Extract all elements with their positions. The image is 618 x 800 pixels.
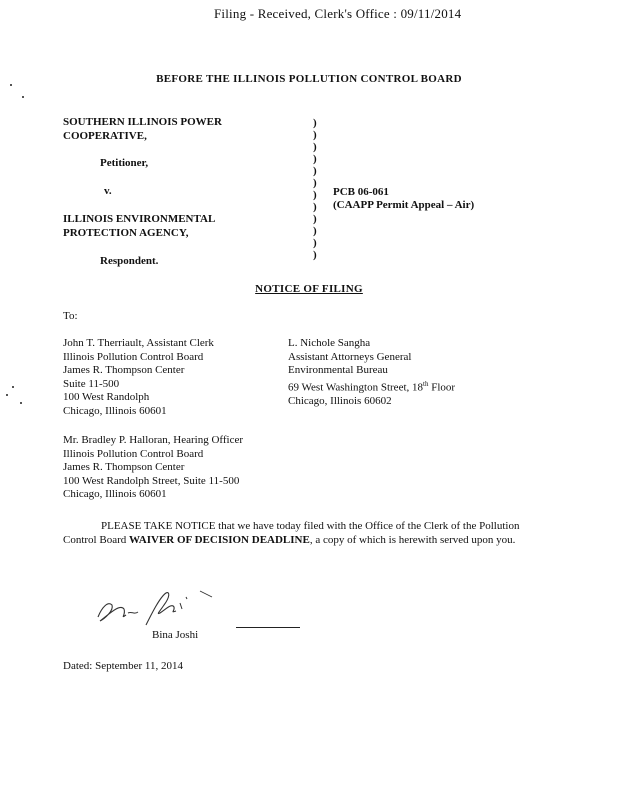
handwritten-signature: [90, 585, 220, 630]
address-line: Environmental Bureau: [288, 364, 388, 376]
respondent-name-line1: ILLINOIS ENVIRONMENTAL: [63, 213, 216, 225]
street-text: 69 West Washington Street, 18: [288, 381, 424, 394]
address-line: [288, 378, 455, 395]
address-line: Illinois Pollution Control Board: [63, 350, 204, 363]
dated-line: Dated: September 11, 2014: [63, 660, 183, 672]
paren: ): [313, 237, 317, 249]
paren: ): [313, 165, 317, 177]
floor-text: Floor: [428, 381, 456, 394]
address-line: Mr. Bradley P. Halloran, Hearing Officer: [63, 434, 244, 446]
paren: ): [313, 201, 317, 213]
paren: ): [313, 189, 317, 201]
paren: ): [313, 177, 317, 189]
attorney-address: [288, 337, 455, 408]
paren: ): [313, 225, 317, 237]
address-line: Chicago, Illinois 60601: [63, 488, 167, 500]
hearing-officer-address: [63, 434, 243, 502]
body-text-1: PLEASE TAKE NOTICE that we have today filed with the Office of the Clerk of the Pollution Control Board: [63, 520, 520, 546]
signature-line: [236, 627, 300, 628]
versus-label: v.: [104, 185, 112, 197]
to-label: To:: [63, 310, 78, 322]
address-line: James R. Thompson Center: [63, 364, 185, 376]
paren: ): [313, 141, 317, 153]
address-line: Suite 11-500: [63, 377, 120, 390]
address-line: James R. Thompson Center: [63, 461, 185, 473]
address-line: L. Nichole Sangha: [288, 337, 371, 349]
scan-speck: [12, 386, 14, 388]
address-line: 100 West Randolph Street, Suite 11-500: [63, 474, 240, 487]
scan-speck: [20, 402, 22, 404]
ordinal-suffix: th: [423, 379, 429, 388]
signer-name: Bina Joshi: [152, 629, 199, 641]
case-number: PCB 06-061: [333, 186, 389, 198]
notice-body: [63, 519, 533, 547]
respondent-name-line2: PROTECTION AGENCY,: [63, 227, 189, 239]
case-info: [333, 186, 474, 212]
paren: ): [313, 213, 317, 225]
paren: ): [313, 129, 317, 141]
paren: ): [313, 153, 317, 165]
address-line: Illinois Pollution Control Board: [63, 447, 204, 460]
petitioner-name-line2: COOPERATIVE,: [63, 130, 147, 142]
petitioner-name-line1: SOUTHERN ILLINOIS POWER: [63, 116, 222, 128]
scan-speck: [6, 394, 8, 396]
body-text-2: , a copy of which is herewith served upon you.: [309, 534, 516, 546]
address-line: John T. Therriault, Assistant Clerk: [63, 337, 214, 349]
scan-speck: [10, 84, 12, 86]
petitioner-role: Petitioner,: [100, 157, 149, 169]
clerk-address: [63, 337, 214, 418]
respondent-role: Respondent.: [100, 255, 159, 267]
board-title: BEFORE THE ILLINOIS POLLUTION CONTROL BOARD: [156, 73, 462, 85]
notice-title: NOTICE OF FILING: [255, 283, 363, 295]
paren: ): [313, 249, 317, 261]
address-line: 100 West Randolph: [63, 391, 150, 403]
scan-speck: [22, 96, 24, 98]
caption-parens: [313, 117, 317, 261]
document-title: WAIVER OF DECISION DEADLINE: [129, 534, 310, 546]
address-line: Chicago, Illinois 60601: [63, 404, 167, 417]
address-line: Assistant Attorneys General: [288, 350, 412, 363]
address-line: Chicago, Illinois 60602: [288, 394, 392, 407]
case-type: (CAAPP Permit Appeal – Air): [333, 199, 475, 211]
filing-stamp: Filing - Received, Clerk's Office : 09/11/2014: [214, 6, 462, 21]
paren: ): [313, 117, 317, 129]
